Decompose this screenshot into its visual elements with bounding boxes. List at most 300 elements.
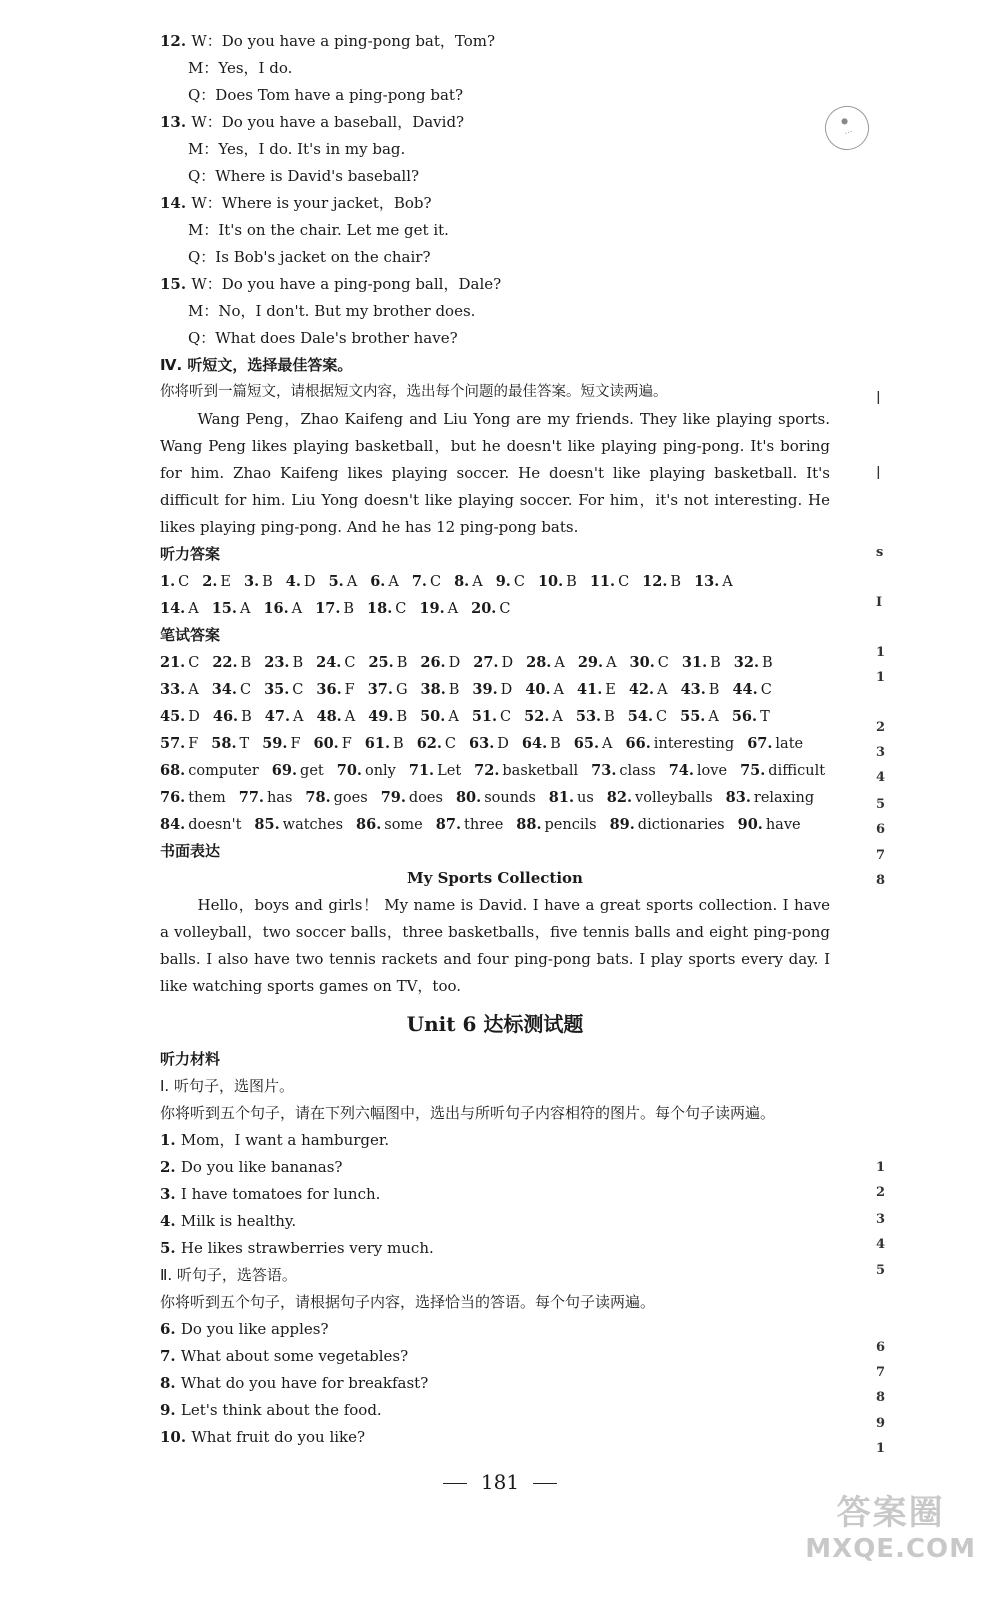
answer-number: 67. (747, 735, 773, 752)
answer-item (160, 568, 189, 595)
answer-value: B (550, 736, 561, 752)
unit6-part1-heading: Ⅰ. 听句子，选图片。 (160, 1077, 294, 1095)
dialogue-text: M：Yes，I do. (188, 59, 293, 77)
answer-number: 58. (211, 735, 237, 752)
answer-value: D (448, 655, 461, 671)
answer-value: A (239, 601, 251, 617)
answer-number: 12. (642, 573, 668, 590)
answer-number: 53. (575, 708, 602, 725)
answer-number: 10. (537, 573, 564, 590)
dialogue-list (160, 28, 830, 352)
answer-item (474, 757, 578, 784)
answer-value: B (448, 682, 460, 698)
answer-item (591, 757, 656, 784)
dialogue-text: M：It's on the chair. Let me get it. (188, 221, 449, 239)
answer-value: T (760, 709, 770, 725)
answer-item (239, 784, 293, 811)
unit6-part1-items (160, 1127, 830, 1262)
answer-number: 41. (577, 681, 603, 698)
unit6-item-text: Do you like bananas? (180, 1158, 343, 1176)
answer-value: D (497, 736, 509, 752)
answer-value: B (343, 601, 355, 617)
part4-instruction: 你将听到一篇短文，请根据短文内容，选出每个问题的最佳答案。短文读两遍。 (160, 384, 668, 400)
answer-value: watches (282, 817, 344, 833)
page-number-right-dash (533, 1483, 557, 1484)
answer-item (680, 703, 719, 730)
answer-item (578, 649, 617, 676)
answer-value: A (291, 601, 303, 617)
dialogue-line (160, 190, 830, 217)
dialogue-number: 12. (160, 32, 192, 50)
answer-value: A (388, 574, 399, 590)
unit6-item (160, 1208, 830, 1235)
answer-item (264, 649, 303, 676)
unit6-part2-instruction: 你将听到五个句子，请根据句子内容，选择恰当的答语。每个句子读两遍。 (160, 1293, 656, 1311)
answer-item (356, 811, 423, 838)
dialogue-line (160, 163, 830, 190)
dialogue-number: 15. (160, 275, 192, 293)
dialogue-text: Q：What does Dale's brother have? (188, 329, 458, 347)
unit6-item-number: 4. (160, 1212, 181, 1230)
answer-item (212, 676, 251, 703)
answer-value: doesn't (188, 817, 242, 833)
unit6-item-number: 10. (160, 1428, 192, 1446)
answer-value: D (188, 709, 200, 725)
answer-row (160, 676, 830, 703)
answer-item (732, 703, 770, 730)
listening-answers-heading: 听力答案 (160, 545, 221, 563)
unit6-item-text: Let's think about the food. (180, 1401, 382, 1419)
answer-value: has (266, 790, 293, 806)
answer-item (738, 811, 801, 838)
answer-item (642, 568, 681, 595)
answer-number: 60. (313, 735, 339, 752)
answer-number: 78. (305, 789, 331, 806)
answer-number: 26. (420, 654, 446, 671)
answer-item (471, 595, 510, 622)
unit6-item-number: 1. (160, 1131, 181, 1149)
answer-number: 51. (471, 708, 498, 725)
dialogue-text: Q：Where is David's baseball? (188, 167, 420, 185)
answer-number: 11. (589, 573, 616, 590)
answer-number: 47. (264, 708, 290, 725)
answer-item (734, 649, 773, 676)
answer-item (496, 568, 525, 595)
dialogue-text: W：Where is your jacket，Bob? (191, 194, 432, 212)
answer-item (368, 676, 408, 703)
answer-value: D (500, 682, 513, 698)
answer-number: 35. (264, 681, 290, 698)
answer-number: 7. (411, 573, 427, 590)
answer-item (456, 784, 536, 811)
answer-number: 45. (160, 708, 186, 725)
answer-value: A (606, 655, 617, 671)
answer-item (694, 568, 733, 595)
answer-item (549, 784, 594, 811)
answer-item (160, 784, 226, 811)
answer-value: B (241, 709, 252, 725)
answer-number: 62. (416, 735, 442, 752)
answer-item (272, 757, 324, 784)
answer-number: 61. (364, 735, 391, 752)
unit6-item-text: What about some vegetables? (180, 1347, 409, 1365)
answer-value: have (765, 817, 801, 833)
writing-title: My Sports Collection (407, 869, 583, 887)
dialogue-line (160, 217, 830, 244)
dialogue-text: W：Do you have a baseball，David? (191, 113, 465, 131)
dialogue-line (160, 82, 830, 109)
answer-value: A (554, 655, 565, 671)
answer-number: 46. (212, 708, 239, 725)
answer-value: E (605, 682, 616, 698)
answer-value: F (341, 736, 352, 752)
dialogue-line (160, 136, 830, 163)
answer-value: C (429, 574, 442, 590)
written-answers-heading: 笔试答案 (160, 626, 221, 644)
answer-number: 69. (271, 762, 298, 779)
answer-item (473, 649, 513, 676)
answer-value: B (708, 682, 720, 698)
dialogue-text: M：No，I don't. But my brother does. (188, 302, 476, 320)
answer-item (244, 568, 273, 595)
answer-value: A (553, 682, 565, 698)
answer-number: 40. (525, 681, 551, 698)
dialogue-line (160, 325, 830, 352)
answer-item (160, 703, 200, 730)
answer-item (417, 730, 456, 757)
answer-value: B (604, 709, 615, 725)
answer-value: us (577, 790, 594, 806)
answer-number: 90. (737, 816, 763, 833)
answer-number: 42. (628, 681, 655, 698)
answer-value: three (464, 817, 504, 833)
answer-item (160, 649, 199, 676)
answer-number: 52. (524, 708, 550, 725)
answer-number: 49. (368, 708, 394, 725)
writing-body: Hello，boys and girls！ My name is David. I have a great sports collection. I have a volleyball，two soccer balls，three basketballs，five tennis balls and eight ping-pong balls. I also have two tennis rackets and four ping-pong bats. I play sports every day. I like watching sports games on TV，too. (160, 896, 830, 995)
answer-value: F (344, 682, 355, 698)
unit6-item (160, 1127, 830, 1154)
dialogue-text: W：Do you have a ping-pong ball，Dale? (191, 275, 502, 293)
answer-value: C (499, 601, 511, 617)
answer-number: 17. (315, 600, 341, 617)
unit6-listening-heading: 听力材料 (160, 1050, 221, 1068)
answer-value: B (292, 655, 304, 671)
answer-value: T (239, 736, 250, 752)
answer-value: B (396, 709, 408, 725)
answer-number: 75. (740, 762, 766, 779)
dialogue-line (160, 244, 830, 271)
answer-value: C (657, 655, 669, 671)
answer-item (409, 757, 461, 784)
answer-item (305, 784, 367, 811)
answer-value: B (670, 574, 682, 590)
answer-number: 38. (420, 681, 446, 698)
answer-item (419, 595, 458, 622)
unit6-item-text: He likes strawberries very much. (180, 1239, 434, 1257)
answer-value: difficult (768, 763, 826, 779)
answer-value: A (188, 601, 199, 617)
answer-value: them (188, 790, 226, 806)
answer-value: C (513, 574, 525, 590)
answer-item (337, 757, 396, 784)
answer-number: 27. (473, 654, 499, 671)
answer-item (160, 676, 199, 703)
answer-value: C (395, 601, 407, 617)
answer-value: B (240, 655, 252, 671)
answer-item (454, 568, 483, 595)
answer-value: interesting (653, 736, 735, 752)
answer-row (160, 811, 830, 838)
answer-item (212, 595, 251, 622)
answer-item (365, 730, 404, 757)
answer-item (264, 676, 303, 703)
answer-value: A (293, 709, 304, 725)
dialogue-text: W：Do you have a ping-pong bat，Tom? (191, 32, 496, 50)
unit6-item-text: What fruit do you like? (191, 1428, 366, 1446)
answer-item (367, 595, 406, 622)
answer-item (211, 730, 249, 757)
answer-value: B (396, 655, 408, 671)
answer-value: A (448, 709, 459, 725)
answer-value: A (188, 682, 199, 698)
answer-number: 83. (725, 789, 751, 806)
answer-number: 76. (160, 789, 186, 806)
answer-number: 55. (680, 708, 706, 725)
writing-heading: 书面表达 (160, 842, 221, 860)
answer-value: C (500, 709, 512, 725)
answer-number: 5. (328, 573, 344, 590)
answer-number: 84. (160, 816, 186, 833)
answer-number: 64. (521, 735, 548, 752)
answer-item (628, 703, 667, 730)
answer-item (626, 730, 735, 757)
answer-number: 80. (455, 789, 482, 806)
answer-row (160, 568, 830, 595)
unit6-item-text: What do you have for breakfast? (180, 1374, 429, 1392)
answer-value: only (364, 763, 396, 779)
answer-value: love (696, 763, 728, 779)
answer-value: some (384, 817, 423, 833)
answer-item (160, 811, 241, 838)
unit6-item-number: 9. (160, 1401, 181, 1419)
answer-item (630, 649, 669, 676)
answer-value: C (188, 655, 200, 671)
answer-value: get (300, 763, 324, 779)
answer-value: A (472, 574, 483, 590)
answer-number: 32. (733, 654, 760, 671)
answer-value: F (188, 736, 199, 752)
answer-number: 48. (316, 708, 342, 725)
answer-number: 9. (495, 573, 511, 590)
unit6-item (160, 1316, 830, 1343)
answer-item (669, 757, 727, 784)
stamp-seal-icon: ● ⋯ (819, 100, 875, 156)
answer-row (160, 757, 830, 784)
answer-item (525, 676, 564, 703)
answer-item (522, 730, 561, 757)
answer-item (420, 649, 460, 676)
answer-item (516, 811, 596, 838)
answer-value: volleyballs (635, 790, 713, 806)
answer-number: 88. (516, 816, 542, 833)
answer-number: 71. (408, 762, 435, 779)
page-number-text: 181 (480, 1470, 520, 1494)
answer-item (254, 811, 343, 838)
dialogue-line (160, 109, 830, 136)
answer-item (263, 595, 302, 622)
answer-item (314, 730, 352, 757)
dialogue-text: Q：Is Bob's jacket on the chair? (188, 248, 431, 266)
unit6-item-number: 2. (160, 1158, 181, 1176)
unit6-item-text: Milk is healthy. (180, 1212, 297, 1230)
answer-number: 74. (668, 762, 694, 779)
answer-number: 39. (472, 681, 498, 698)
answer-number: 14. (160, 600, 186, 617)
unit6-item-text: Do you like apples? (180, 1320, 329, 1338)
unit6-item (160, 1343, 830, 1370)
answer-number: 6. (370, 573, 386, 590)
answer-item (681, 676, 720, 703)
answer-value: C (760, 682, 772, 698)
answer-number: 87. (435, 816, 462, 833)
answer-number: 8. (454, 573, 470, 590)
answer-item (629, 676, 668, 703)
answer-item (212, 649, 251, 676)
unit6-item-text: Mom，I want a hamburger. (180, 1131, 390, 1149)
page-number-left-dash (443, 1483, 467, 1484)
answer-value: does (408, 790, 443, 806)
unit6-item (160, 1181, 830, 1208)
answer-item (160, 730, 198, 757)
dialogue-text: M：Yes，I do. It's in my bag. (188, 140, 406, 158)
answer-value: A (722, 574, 733, 590)
answer-number: 3. (243, 573, 260, 590)
answer-item (574, 730, 613, 757)
answer-number: 82. (606, 789, 633, 806)
answer-item (610, 811, 725, 838)
unit6-item (160, 1424, 830, 1451)
answer-item (590, 568, 629, 595)
answer-item (265, 703, 304, 730)
unit6-item-number: 5. (160, 1239, 181, 1257)
unit6-item-number: 7. (160, 1347, 181, 1365)
watermark-logo (805, 1485, 976, 1564)
answer-number: 34. (211, 681, 237, 698)
dialogue-line (160, 298, 830, 325)
dialogue-line (160, 28, 830, 55)
answer-number: 70. (336, 762, 362, 779)
answer-value: dictionaries (637, 817, 725, 833)
answer-number: 18. (367, 600, 393, 617)
unit6-item (160, 1235, 830, 1262)
unit6-part1-instruction: 你将听到五个句子，请在下列六幅图中，选出与所听句子内容相符的图片。每个句子读两遍。 (160, 1104, 776, 1122)
answer-item (315, 595, 354, 622)
unit6-item (160, 1397, 830, 1424)
answer-number: 79. (380, 789, 406, 806)
answer-number: 20. (471, 600, 497, 617)
answer-number: 28. (526, 654, 552, 671)
answer-number: 66. (625, 735, 651, 752)
answer-row (160, 649, 830, 676)
answer-value: sounds (484, 790, 536, 806)
answer-value: G (395, 682, 408, 698)
answer-number: 31. (681, 654, 708, 671)
answer-number: 89. (609, 816, 635, 833)
answer-item (421, 676, 460, 703)
answer-value: C (239, 682, 252, 698)
answer-item (469, 730, 509, 757)
unit6-item-text: I have tomatoes for lunch. (180, 1185, 381, 1203)
answer-item (368, 649, 407, 676)
answer-number: 16. (263, 600, 289, 617)
answer-number: 65. (573, 735, 600, 752)
answer-value: E (220, 574, 231, 590)
answer-number: 25. (368, 654, 394, 671)
unit6-item-number: 3. (160, 1185, 181, 1203)
unit6-part2-items (160, 1316, 830, 1451)
answer-value: B (710, 655, 721, 671)
part4-passage: Wang Peng，Zhao Kaifeng and Liu Yong are my friends. They like playing sports. Wang Peng likes playing basketball，but he doesn't like playing ping-pong. It's boring for him. Zhao Kaifeng likes playing soccer. He doesn't like playing basketball. It's difficult for him. Liu Yong doesn't like playing soccer. For him，it's not interesting. He likes playing ping-pong. And he has 12 ping-pong bats. (160, 410, 830, 536)
answer-value: class (619, 763, 656, 779)
unit6-part2-heading: Ⅱ. 听句子，选答语。 (160, 1266, 297, 1284)
answer-number: 44. (732, 681, 758, 698)
answer-item (607, 784, 713, 811)
answer-value: A (447, 601, 459, 617)
dialogue-number: 14. (160, 194, 192, 212)
answer-value: D (303, 574, 316, 590)
answer-value: B (393, 736, 404, 752)
answer-number: 86. (356, 816, 382, 833)
answer-number: 54. (627, 708, 653, 725)
answer-value: B (566, 574, 577, 590)
answer-value: late (775, 736, 804, 752)
answer-number: 59. (262, 735, 288, 752)
dialogue-line (160, 55, 830, 82)
answer-item (316, 703, 355, 730)
unit6-item (160, 1154, 830, 1181)
answer-value: A (602, 736, 613, 752)
answer-number: 50. (420, 708, 446, 725)
answer-item (732, 676, 771, 703)
answer-item (329, 568, 358, 595)
watermark-line1: 答案圈 (836, 1493, 945, 1533)
page-content (160, 28, 830, 1451)
answer-item (682, 649, 721, 676)
answer-row (160, 730, 830, 757)
answer-value: D (501, 655, 514, 671)
answer-number: 4. (285, 573, 301, 590)
answer-item (577, 676, 616, 703)
answer-number: 77. (238, 789, 264, 806)
answer-value: Let (437, 763, 462, 779)
answer-item (316, 649, 355, 676)
answer-item (213, 703, 252, 730)
answer-number: 23. (264, 654, 290, 671)
answer-item (286, 568, 316, 595)
answer-row (160, 703, 830, 730)
answer-number: 43. (680, 681, 706, 698)
answer-item (538, 568, 577, 595)
unit6-item-number: 8. (160, 1374, 181, 1392)
answer-value: computer (188, 763, 259, 779)
answer-value: C (444, 736, 457, 752)
answer-item (472, 676, 512, 703)
answer-value: C (344, 655, 356, 671)
answer-item (526, 649, 565, 676)
answer-number: 24. (316, 654, 342, 671)
listening-answers (160, 568, 830, 622)
